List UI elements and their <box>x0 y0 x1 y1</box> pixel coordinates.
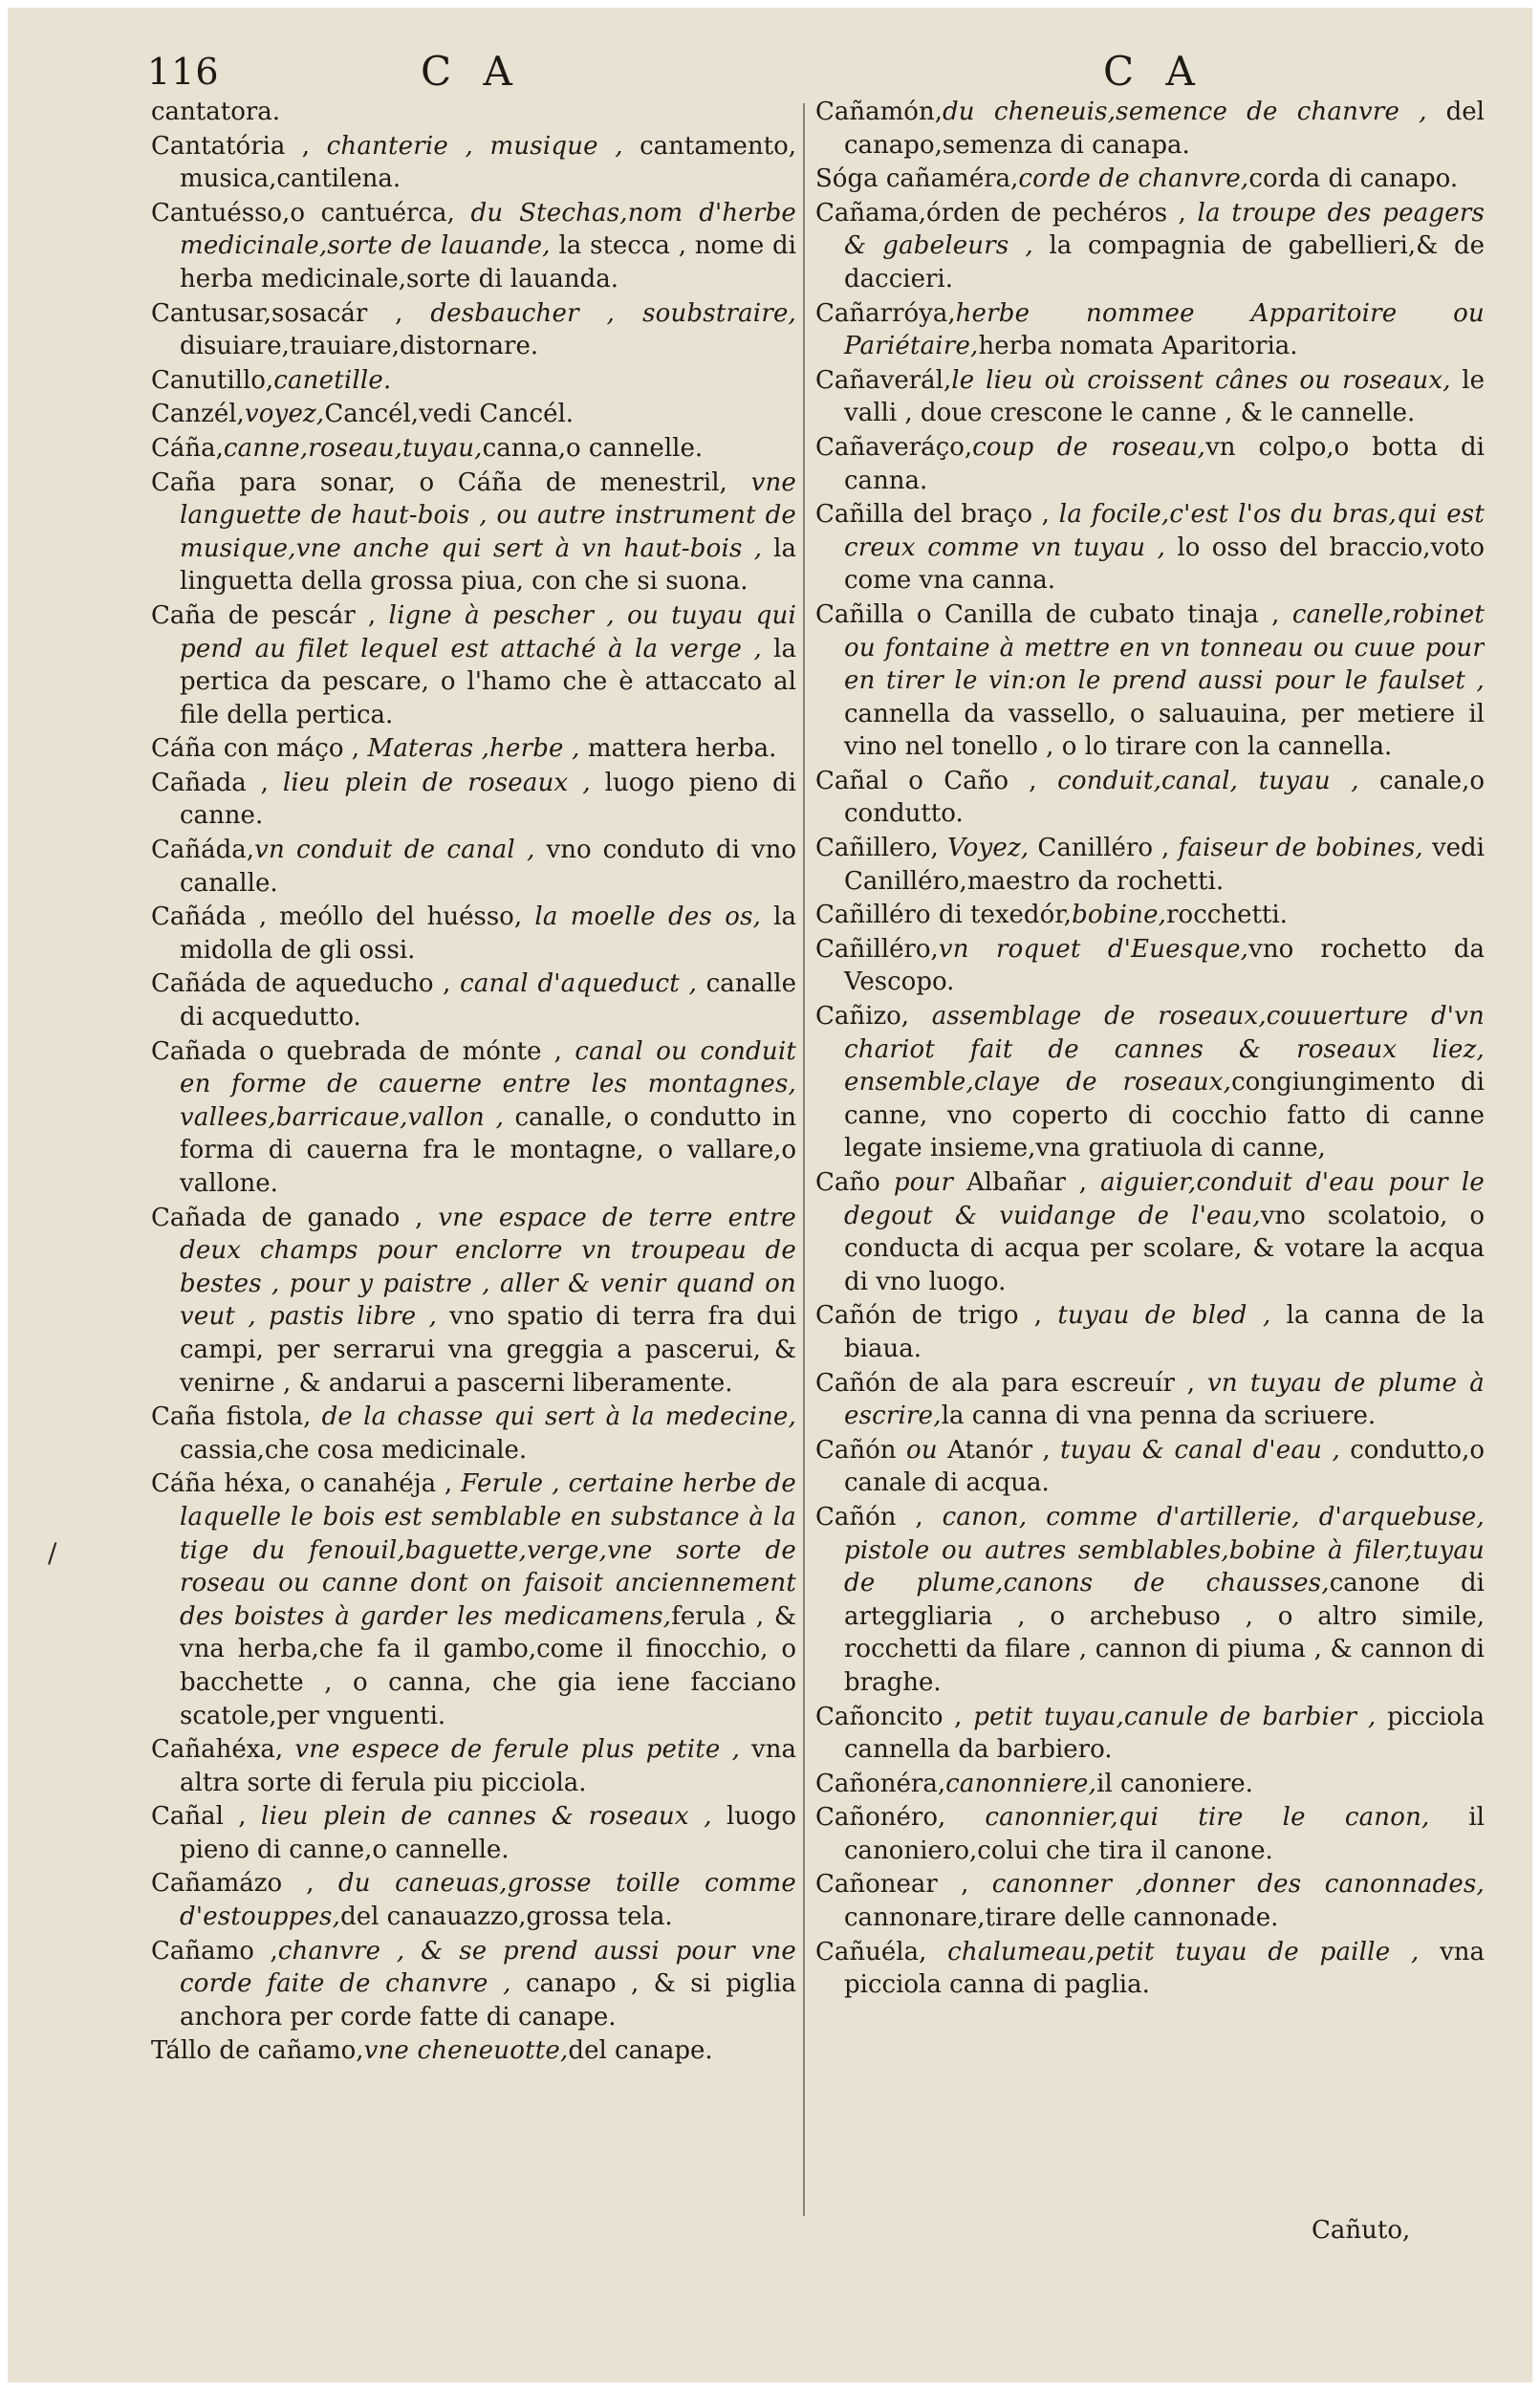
dictionary-entry <box>151 834 796 900</box>
entry-headword: Tállo de cañamo, <box>151 2036 364 2066</box>
entry-italian: canapo , & si piglia anchora per corde fatte di canape. <box>180 1969 796 2032</box>
entry-italian: canone di arteggliaria , o archebuso , o altro simile, rocchetti da filare , cannon di piuma , & cannon di braghe. <box>844 1569 1485 1697</box>
dictionary-entry <box>151 599 796 731</box>
dictionary-entry <box>151 364 796 398</box>
entry-headword: Cañahéxa, <box>151 1735 284 1765</box>
entry-italian: cassia,che cosa medicinale. <box>180 1435 528 1465</box>
entry-headword: Cáña, <box>151 433 224 463</box>
entry-headword: Cañón , <box>815 1502 923 1532</box>
entry-headword: Cañama,órden de pechéros , <box>815 198 1186 228</box>
entry-french: la focile,c'est l'os du bras,qui est creux comme vn tuyau , <box>844 500 1485 562</box>
entry-italian: vno scolatoio, o conducta di acqua per scolare, & votare la acqua di vno luogo. <box>844 1201 1485 1296</box>
dictionary-entry <box>815 1166 1485 1298</box>
dictionary-entry <box>151 1035 796 1201</box>
entry-french: canonnier,qui tire le canon, <box>945 1803 1430 1833</box>
entry-headword: Cáña con máço , <box>151 734 360 764</box>
entry-french: Voyez, <box>938 834 1030 863</box>
entry-headword: Cañáda de aqueducho , <box>151 969 451 999</box>
entry-headword: Cañón de ala para escreuír , <box>815 1368 1195 1398</box>
entry-french: chanterie , musique , <box>310 131 623 161</box>
dictionary-entry <box>815 431 1485 497</box>
entry-headword: Cantusar,sosacár , <box>151 298 403 328</box>
dictionary-entry <box>815 163 1485 196</box>
entry-headword: Caña fistola, <box>151 1402 312 1432</box>
entry-headword: Cañonéra, <box>815 1769 946 1798</box>
entry-headword: Cañón <box>815 1435 897 1465</box>
entry-italian: condutto,o canale di acqua. <box>844 1435 1485 1498</box>
entry-headword: Cañilléro di texedór, <box>815 901 1073 930</box>
entry-french: canon, comme d'artillerie, d'arquebuse, pistole ou autres semblables,bobine à filer,tuyau de plume,canons de chausses, <box>844 1502 1485 1598</box>
entry-headword: Cañoncito , <box>815 1702 963 1731</box>
entry-french: canonniere, <box>945 1769 1097 1798</box>
entry-italian: ferula , & vna herba,che fa il gambo,come il finocchio, o bacchette , o canna, che gia iene facciano scatole,per vnguenti. <box>180 1601 796 1730</box>
margin-mark: / <box>48 1537 57 1569</box>
entry-italian: vno rochetto da Vescopo. <box>844 934 1485 997</box>
entry-french: vne languette de haut-bois , ou autre instrument de musique,vne anche qui sert à vn haut-bois , <box>180 467 796 563</box>
page-number: 116 <box>147 51 220 93</box>
entry-italian: congiungimento di canne, vno coperto di cocchio fatto di canne legate insieme,vna gratiuola di canne, <box>844 1068 1485 1163</box>
entry-headword: Canzél, <box>151 400 245 429</box>
entry-italian: luogo pieno di canne,o cannelle. <box>180 1802 796 1864</box>
dictionary-entry <box>151 901 796 967</box>
entry-headword: Caña de pescár , <box>151 600 377 630</box>
dictionary-entry <box>815 197 1485 296</box>
entry-french: bobine, <box>1072 901 1167 930</box>
entry-french: assemblage de roseaux,couuerture d'vn chariot fait de cannes & roseaux liez, ensemble,claye de roseaux, <box>844 1002 1485 1097</box>
entry-italian: del canape. <box>568 2036 713 2066</box>
entry-french: vne espece de ferule plus petite , <box>283 1735 741 1765</box>
entry-french: canal d'aqueduct , <box>450 969 698 999</box>
dictionary-entry <box>151 767 796 833</box>
entry-italian: mattera herba. <box>579 734 777 764</box>
entry-french: chanvre , & se prend aussi pour vne corde faite de chanvre , <box>180 1936 796 1999</box>
entry-french: canetille. <box>273 365 392 395</box>
entry-french: du Stechas,nom d'herbe medicinale,sorte de lauande, <box>180 198 796 261</box>
entry-headword: Cañilla del braço , <box>815 500 1050 530</box>
dictionary-entry <box>815 1936 1485 2002</box>
dictionary-entry <box>151 398 796 431</box>
dictionary-entry <box>151 297 796 363</box>
entry-italian: vedi Canilléro,maestro da rochetti. <box>844 834 1485 896</box>
dictionary-entry <box>815 1000 1485 1165</box>
dictionary-entry <box>815 96 1485 162</box>
entry-french: lieu plein de cannes & roseaux , <box>246 1802 712 1832</box>
dictionary-entry <box>815 1299 1485 1365</box>
entry-french: vn roquet d'Euesque, <box>938 934 1249 964</box>
entry-italian: cannonare,tirare delle cannonade. <box>844 1903 1279 1933</box>
entry-headword: Cañaverál, <box>815 365 952 395</box>
entry-italian: rocchetti. <box>1166 901 1288 930</box>
entry-headword: Cañamázo , <box>151 1869 315 1899</box>
entry-headword: Cañilla o Canilla de cubato tinaja , <box>815 599 1280 629</box>
dictionary-entry <box>815 1434 1485 1500</box>
entry-french: desbaucher , soubstraire, <box>402 298 796 328</box>
entry-french: ou <box>896 1435 938 1465</box>
dictionary-entry <box>815 765 1485 831</box>
entry-italian: il canoniere. <box>1096 1769 1253 1798</box>
dictionary-entry <box>151 2034 796 2068</box>
dictionary-entry <box>151 432 796 466</box>
entry-french: canne,roseau,tuyau, <box>223 433 483 463</box>
entry-headword: Cañarróya, <box>815 298 956 328</box>
column-rule <box>803 103 805 2216</box>
entry-headword: Cañada o quebrada de mónte , <box>151 1036 562 1066</box>
dictionary-entry <box>151 1202 796 1401</box>
entry-headword: Cañamo , <box>151 1936 278 1966</box>
entry-italian: la canna de la biaua. <box>844 1301 1485 1363</box>
dictionary-entry <box>151 1467 796 1732</box>
entry-french: la troupe des peagers & gabeleurs , <box>844 198 1485 261</box>
entry-italian: disuiare,trauiare,distornare. <box>180 332 539 361</box>
entry-french: petit tuyau,canule de barbier , <box>962 1702 1377 1731</box>
entry-headword: Cañillero, <box>815 834 939 863</box>
entry-french: faiseur de bobines, <box>1169 834 1423 863</box>
right-column <box>815 96 1485 2256</box>
entry-italian: la canna di vna penna da scriuere. <box>941 1401 1377 1431</box>
entry-french: le lieu où croissent cânes ou roseaux, <box>951 365 1451 395</box>
dictionary-entry <box>815 1768 1485 1801</box>
dictionary-entry <box>151 130 796 196</box>
entry-italian: Albañar , <box>953 1168 1088 1197</box>
entry-headword: Caña para sonar, o Cáña de menestril, <box>151 467 727 497</box>
dictionary-entry <box>151 1800 796 1866</box>
dictionary-entry <box>151 1867 796 1933</box>
dictionary-entry <box>151 467 796 598</box>
entry-headword: Canutillo, <box>151 365 274 395</box>
entry-italian: herba nomata Aparitoria. <box>978 332 1298 361</box>
dictionary-entry <box>151 1733 796 1799</box>
dictionary-entry <box>815 297 1485 363</box>
entry-headword: Cañaveráço, <box>815 432 973 462</box>
entry-headword: Cañonear , <box>815 1870 969 1900</box>
entry-headword: Cantuésso,o cantuérca, <box>151 198 455 228</box>
entry-headword: Cañilléro, <box>815 934 939 964</box>
entry-italian: la compagnia de gabellieri,& de daccieri. <box>844 231 1485 293</box>
entry-french: canal ou conduit en forme de cauerne entre les montagnes, vallees,barricaue,vallon , <box>180 1036 796 1132</box>
entry-french: la moelle des os, <box>522 902 762 932</box>
entry-italian: canna,o cannelle. <box>482 433 704 463</box>
entry-italian: picciola cannella da barbiero. <box>844 1702 1485 1765</box>
entry-headword: Cañamón, <box>815 98 943 126</box>
entry-french: vn tuyau de plume à escrire, <box>844 1368 1485 1431</box>
right-running-head: C A <box>1103 48 1204 95</box>
entry-headword: Cañal , <box>151 1802 247 1832</box>
entry-italian: canalle, o condutto in forma di cauerna fra le montagne, o vallare,o vallone. <box>180 1102 796 1198</box>
dictionary-entry <box>815 1701 1485 1767</box>
entry-italian: cantatora. <box>151 98 281 126</box>
entry-french: lieu plein de roseaux , <box>268 768 591 797</box>
entry-headword: Cañuéla, <box>815 1937 927 1966</box>
entry-headword: Cañáda , meóllo del huésso, <box>151 902 523 932</box>
entry-italian: la midolla de gli ossi. <box>180 902 796 965</box>
left-running-head: C A <box>421 48 522 95</box>
entry-french: ligne à pescher , ou tuyau qui pend au filet lequel est attaché à la verge , <box>180 600 796 663</box>
entry-french: vne espace de terre entre deux champs pour enclorre vn troupeau de bestes , pour y paistre , aller & venir quand on veut , pastis libre , <box>180 1203 796 1332</box>
entry-french: tuyau & canal d'eau , <box>1050 1435 1340 1465</box>
entry-italian: corda di canapo. <box>1248 164 1459 194</box>
entry-french: chalumeau,petit tuyau de paille , <box>926 1937 1420 1966</box>
entry-french: tuyau de bled , <box>1041 1301 1271 1331</box>
entry-italian: lo osso del braccio,voto come vna canna. <box>844 532 1485 596</box>
entry-french: voyez, <box>244 400 325 429</box>
entry-italian: del canauazzo,grossa tela. <box>340 1902 673 1932</box>
entry-italian: vno spatio di terra fra dui campi, per serrarui vna greggia a pascerui, & venirne , & andarui a pascerni liberamente. <box>180 1302 796 1398</box>
entry-italian: vn colpo,o botta di canna. <box>844 432 1485 495</box>
entry-italian: il canoniero,colui che tira il canone. <box>844 1803 1485 1865</box>
entry-italian: Atanór , <box>937 1435 1051 1465</box>
entry-italian: luogo pieno di canne. <box>180 768 796 831</box>
entry-italian: la stecca , nome di herba medicinale,sorte di lauanda. <box>180 231 796 293</box>
dictionary-entry <box>151 732 796 766</box>
entry-french: aiguier,conduit d'eau pour le degout & vuidange de l'eau, <box>844 1168 1485 1230</box>
dictionary-entry <box>815 1501 1485 1700</box>
dictionary-entry <box>815 832 1485 898</box>
entry-italian: cannella da vassello, o saluauina, per metiere il vino nel tonello , o lo tirare con la cannella. <box>844 699 1485 762</box>
dictionary-entry <box>815 364 1485 430</box>
entry-french: coup de roseau, <box>972 432 1206 462</box>
entry-italian: canale,o condutto. <box>844 766 1485 829</box>
entry-french: du caneuas,grosse toille comme d'estouppes, <box>180 1869 796 1932</box>
dictionary-entry <box>815 899 1485 932</box>
entry-headword: Cañada de ganado , <box>151 1203 423 1232</box>
entry-italian: Canilléro , <box>1029 834 1170 863</box>
dictionary-entry <box>815 1868 1485 1934</box>
dictionary-entry <box>151 1935 796 2034</box>
entry-italian: canalle di acquedutto. <box>180 969 796 1032</box>
dictionary-entry <box>815 598 1485 764</box>
left-column <box>151 96 796 2256</box>
dictionary-entry <box>151 96 796 129</box>
dictionary-entry <box>151 1401 796 1467</box>
entry-headword: Cañonéro, <box>815 1803 946 1833</box>
entry-headword: Cañal o Caño , <box>815 766 1037 795</box>
entry-headword: Cantatória , <box>151 131 311 161</box>
entry-headword: Cañáda, <box>151 836 255 865</box>
catchword: Cañuto, <box>1312 2216 1411 2245</box>
entry-headword: Caño <box>815 1168 880 1197</box>
entry-italian: Cancél,vedi Cancél. <box>324 400 575 429</box>
entry-french: Ferule , certaine herbe de laquelle le bois est semblable en substance à la tige du fenouil,baguette,verge,vne sorte de roseau ou canne dont on faisoit anciennement des boistes à garder les medicamens, <box>180 1469 796 1631</box>
entry-italian: le valli , doue crescone le canne , & le cannelle. <box>844 365 1485 428</box>
entry-headword: Cañada , <box>151 768 269 797</box>
entry-french: de la chasse qui sert à la medecine, <box>311 1402 796 1432</box>
entry-french: Materas ,herbe , <box>359 734 580 764</box>
book-page <box>8 8 1532 2382</box>
entry-french: pour <box>879 1168 954 1197</box>
entry-french: du cheneuis,semence de chanvre , <box>942 98 1427 126</box>
entry-headword: Cañizo, <box>815 1002 910 1032</box>
entry-headword: Cañón de trigo , <box>815 1301 1042 1331</box>
entry-italian: del canapo,semenza di canapa. <box>844 98 1485 160</box>
entry-french: vne cheneuotte, <box>363 2036 569 2066</box>
dictionary-entry <box>815 498 1485 598</box>
entry-italian: cantamento, musica,cantilena. <box>180 131 796 194</box>
entry-italian: vna altra sorte di ferula piu picciola. <box>180 1735 796 1797</box>
dictionary-entry <box>815 1367 1485 1433</box>
entry-french: conduit,canal, tuyau , <box>1036 766 1359 795</box>
dictionary-entry <box>151 967 796 1033</box>
dictionary-entry <box>151 197 796 296</box>
entry-headword: Cáña héxa, o canahéja , <box>151 1469 453 1499</box>
dictionary-entry <box>815 933 1485 999</box>
entry-italian: vno conduto di vno canalle. <box>180 836 796 898</box>
entry-italian: la pertica da pescare, o l'hamo che è attaccato al file della pertica. <box>180 634 796 729</box>
entry-french: canonner ,donner des canonnades, <box>968 1870 1485 1900</box>
entry-french: herbe nommee Apparitoire ou Pariétaire, <box>844 298 1485 361</box>
entry-french: corde de chanvre, <box>1018 164 1249 194</box>
entry-italian: vna picciola canna di paglia. <box>844 1937 1485 2000</box>
entry-headword: Sóga cañaméra, <box>815 164 1019 194</box>
entry-french: vn conduit de canal , <box>254 836 535 865</box>
dictionary-entry <box>815 1801 1485 1867</box>
entry-italian: la linguetta della grossa piua, con che si suona. <box>180 533 796 597</box>
entry-french: canelle,robinet ou fontaine à mettre en vn tonneau ou cuue pour en tirer le vin:on le prend aussi pour le faulset , <box>844 599 1485 696</box>
